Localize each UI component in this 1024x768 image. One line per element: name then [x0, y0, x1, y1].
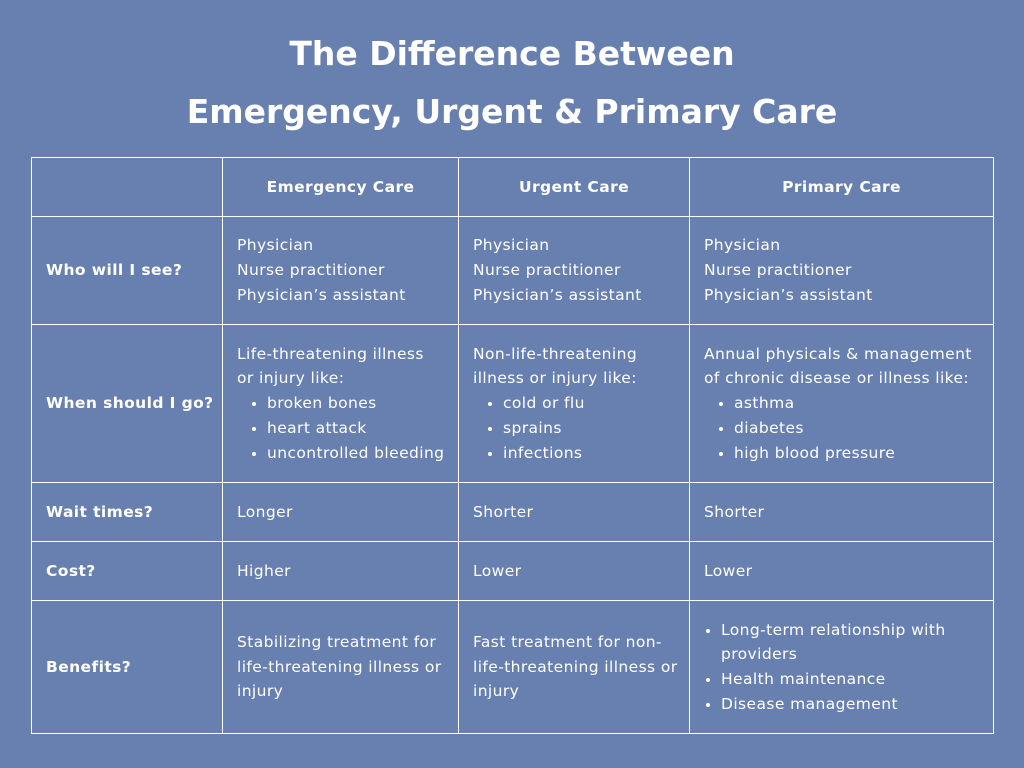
- list-item: asthma: [717, 391, 993, 416]
- cell-line: life-threatening illness or: [473, 657, 678, 676]
- column-header-urgent: Urgent Care: [459, 158, 690, 217]
- cell-cost-emergency: Higher: [223, 542, 459, 601]
- cell-line: Physician: [473, 236, 550, 255]
- cell-wait-urgent: Shorter: [459, 483, 690, 542]
- row-label-who: Who will I see?: [32, 217, 223, 325]
- list-item-line: providers: [721, 645, 798, 664]
- table-header-row: [32, 158, 994, 217]
- bullet-list: [704, 391, 993, 465]
- cell-who-urgent: [459, 217, 690, 325]
- page-title-line-1: The Difference Between: [289, 34, 735, 73]
- table-row-who: [32, 217, 994, 325]
- cell-line: of chronic disease or illness like:: [704, 369, 970, 388]
- cell-line: injury: [473, 682, 520, 701]
- comparison-table: [31, 157, 994, 734]
- cell-who-emergency: [223, 217, 459, 325]
- list-item: infections: [486, 441, 689, 466]
- cell-line: Physician: [237, 236, 314, 255]
- cell-when-primary: [690, 325, 994, 483]
- cell-line: Nurse practitioner: [704, 261, 852, 280]
- cell-line: Life-threatening illness: [237, 344, 424, 363]
- header-corner-cell: [32, 158, 223, 217]
- list-item: [690, 618, 993, 667]
- list-item-line: Long-term relationship with: [721, 620, 946, 639]
- cell-line: Nurse practitioner: [237, 261, 385, 280]
- cell-line: Non-life-threatening: [473, 344, 638, 363]
- list-item-line: Health maintenance: [721, 670, 886, 688]
- cell-line: injury: [237, 682, 284, 701]
- cell-line: Physician’s assistant: [473, 285, 642, 304]
- row-label-cost: Cost?: [32, 542, 223, 601]
- column-header-primary: Primary Care: [690, 158, 994, 217]
- list-item: high blood pressure: [717, 441, 993, 466]
- table-row-benefits: [32, 601, 994, 734]
- list-item: uncontrolled bleeding: [250, 441, 458, 466]
- list-item: [690, 667, 993, 692]
- cell-line: Physician’s assistant: [704, 285, 873, 304]
- cell-line: Physician’s assistant: [237, 285, 406, 304]
- row-label-wait: Wait times?: [32, 483, 223, 542]
- cell-line: or injury like:: [237, 369, 345, 388]
- list-item: cold or flu: [486, 391, 689, 416]
- bullet-list: [237, 391, 458, 465]
- cell-line: life-threatening illness or: [237, 657, 442, 676]
- page-title-line-2: Emergency, Urgent & Primary Care: [186, 92, 838, 131]
- cell-who-primary: [690, 217, 994, 325]
- cell-wait-emergency: Longer: [223, 483, 459, 542]
- row-label-benefits: Benefits?: [32, 601, 223, 734]
- cell-benefits-urgent: [459, 601, 690, 734]
- list-item: broken bones: [250, 391, 458, 416]
- cell-cost-urgent: Lower: [459, 542, 690, 601]
- cell-line: Physician: [704, 236, 781, 255]
- list-item: sprains: [486, 416, 689, 441]
- bullet-list: [690, 618, 993, 717]
- cell-when-emergency: [223, 325, 459, 483]
- cell-line: Annual physicals & management: [704, 344, 972, 363]
- column-header-emergency: Emergency Care: [223, 158, 459, 217]
- cell-benefits-primary: [690, 601, 994, 734]
- table-row-when: [32, 325, 994, 483]
- cell-line: illness or injury like:: [473, 369, 637, 388]
- cell-line: Stabilizing treatment for: [237, 632, 437, 651]
- row-label-when: When should I go?: [32, 325, 223, 483]
- cell-line: Fast treatment for non-: [473, 632, 662, 651]
- cell-wait-primary: Shorter: [690, 483, 994, 542]
- list-item: diabetes: [717, 416, 993, 441]
- cell-when-urgent: [459, 325, 690, 483]
- cell-cost-primary: Lower: [690, 542, 994, 601]
- table-row-cost: [32, 542, 994, 601]
- list-item-line: Disease management: [721, 694, 898, 713]
- table-row-wait: [32, 483, 994, 542]
- cell-benefits-emergency: [223, 601, 459, 734]
- cell-line: Nurse practitioner: [473, 261, 621, 280]
- bullet-list: [473, 391, 689, 465]
- list-item: heart attack: [250, 416, 458, 441]
- list-item: [690, 692, 993, 717]
